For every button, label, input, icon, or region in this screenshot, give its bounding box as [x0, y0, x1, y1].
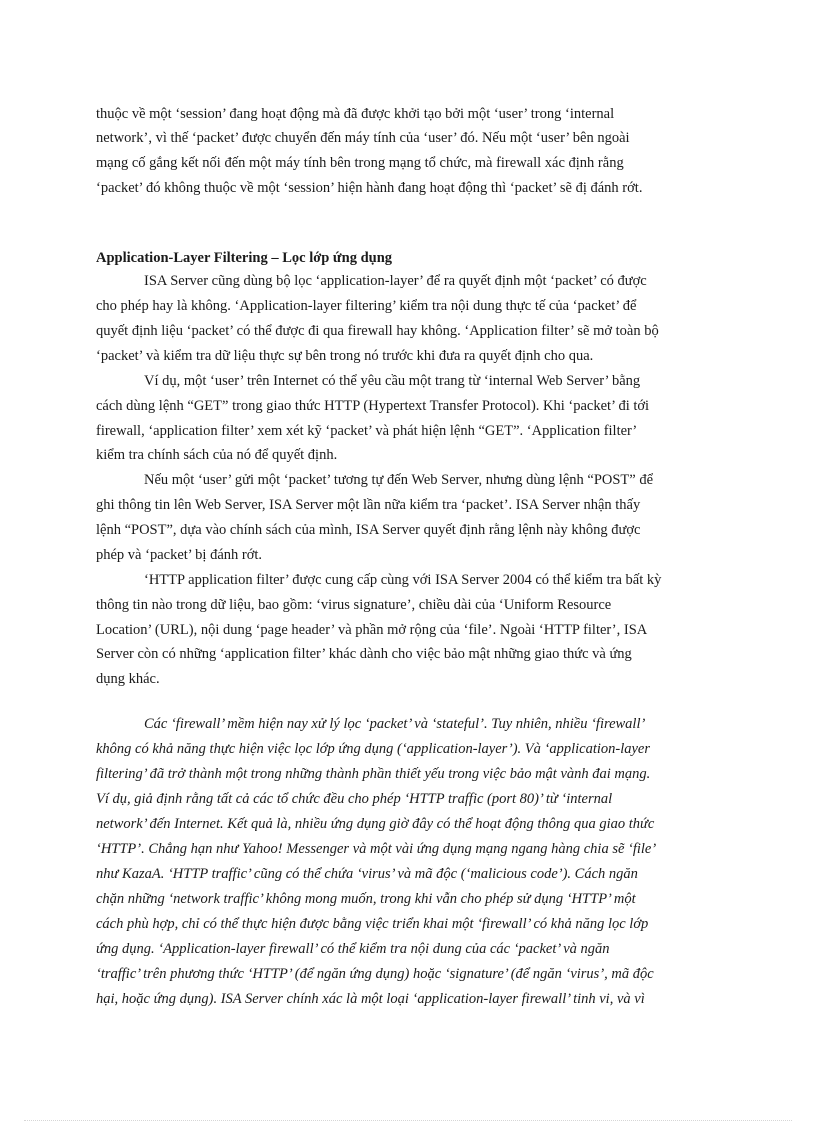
- italic-paragraph-line: ứng dụng. ‘Application-layer firewall’ có thể kiểm tra nội dung của các ‘packet’ và ngăn: [96, 941, 610, 957]
- paragraph-line: dụng khác.: [96, 671, 160, 687]
- italic-paragraph-line: như KazaA. ‘HTTP traffic’ cũng có thể chứa ‘virus’ và mã độc (‘malicious code’). Cách ngăn: [96, 866, 638, 882]
- paragraph-line: thông tin nào trong dữ liệu, bao gồm: ‘virus signature’, chiều dài của ‘Uniform Resource: [96, 597, 612, 613]
- paragraph-line: cho phép hay là không. ‘Application-layer filtering’ kiểm tra nội dung thực tế của ‘packet’ để: [96, 298, 637, 314]
- italic-paragraph-line: ‘traffic’ trên phương thức ‘HTTP’ (để ngăn ứng dụng) hoặc ‘signature’ (để ngăn ‘virus’, mã độc: [96, 966, 654, 982]
- paragraph-line: cách dùng lệnh “GET” trong giao thức HTTP (Hypertext Transfer Protocol). Khi ‘packet’ đi tới: [96, 398, 650, 414]
- paragraph-line: ‘packet’ đó không thuộc về một ‘session’ hiện hành đang hoạt động thì ‘packet’ sẽ đị đánh rớt.: [96, 180, 643, 196]
- italic-paragraph-line: filtering’ đã trở thành một trong những thành phần thiết yếu trong việc bảo mật vành đai mạng.: [96, 766, 651, 782]
- paragraph-line: Server còn có những ‘application filter’ khác dành cho việc bảo mật những giao thức và ứng: [96, 646, 632, 662]
- paragraph-line: ‘packet’ và kiểm tra dữ liệu thực sự bên trong nó trước khi đưa ra quyết định cho qua.: [96, 348, 594, 364]
- paragraph-line: Ví dụ, một ‘user’ trên Internet có thể yêu cầu một trang từ ‘internal Web Server’ bằng: [144, 373, 641, 389]
- paragraph-line: network’, vì thế ‘packet’ được chuyển đến máy tính của ‘user’ đó. Nếu một ‘user’ bên ngoài: [96, 130, 630, 146]
- paragraph-line: ‘HTTP application filter’ được cung cấp cùng với ISA Server 2004 có thể kiểm tra bất kỳ: [144, 572, 662, 588]
- italic-paragraph-line: Ví dụ, giả định rằng tất cả các tổ chức đều cho phép ‘HTTP traffic (port 80)’ từ ‘internal: [96, 791, 613, 807]
- page-bottom-divider: [24, 1120, 792, 1121]
- paragraph-line: phép và ‘packet’ bị đánh rớt.: [96, 547, 263, 563]
- paragraph-line: thuộc về một ‘session’ đang hoạt động mà đã được khởi tạo bởi một ‘user’ trong ‘internal: [96, 106, 615, 122]
- paragraph-line: ISA Server cũng dùng bộ lọc ‘application-layer’ để ra quyết định một ‘packet’ có được: [144, 273, 647, 289]
- italic-paragraph-line: ‘HTTP’. Chẳng hạn như Yahoo! Messenger và một vài ứng dụng mạng ngang hàng chia sẽ ‘file’: [96, 841, 657, 857]
- paragraph-line: mạng cố gắng kết nối đến một máy tính bên trong mạng tổ chức, mà firewall xác định rằng: [96, 155, 624, 171]
- section-heading: Application-Layer Filtering – Lọc lớp ứng dụng: [96, 250, 393, 266]
- paragraph-line: Location’ (URL), nội dung ‘page header’ và phần mở rộng của ‘file’. Ngoài ‘HTTP filter’, ISA: [96, 622, 648, 638]
- italic-paragraph-line: chặn những ‘network traffic’ không mong muốn, trong khi vẫn cho phép sử dụng ‘HTTP’ một: [96, 891, 636, 907]
- italic-paragraph-line: network’ đến Internet. Kết quả là, nhiều ứng dụng giờ đây có thể hoạt động thông qua giao thức: [96, 816, 655, 832]
- italic-paragraph-line: hại, hoặc ứng dụng). ISA Server chính xác là một loại ‘application-layer firewall’ tinh vi, và vì: [96, 991, 645, 1007]
- italic-paragraph-line: cách phù hợp, chỉ có thể thực hiện được bằng việc triển khai một ‘firewall’ có khả năng lọc lớp: [96, 916, 649, 932]
- paragraph-line: firewall, ‘application filter’ xem xét kỹ ‘packet’ và phát hiện lệnh “GET”. ‘Application filter’: [96, 423, 638, 439]
- paragraph-line: Nếu một ‘user’ gửi một ‘packet’ tương tự đến Web Server, nhưng dùng lệnh “POST” để: [144, 472, 654, 488]
- paragraph-line: ghi thông tin lên Web Server, ISA Server một lần nữa kiểm tra ‘packet’. ISA Server nhận thấy: [96, 497, 641, 513]
- italic-paragraph-line: không có khả năng thực hiện việc lọc lớp ứng dụng (‘application-layer’). Và ‘application-layer: [96, 741, 651, 757]
- paragraph-line: quyết định liệu ‘packet’ có thể được đi qua firewall hay không. ‘Application filter’ sẽ mở toàn bộ: [96, 323, 659, 339]
- paragraph-line: lệnh “POST”, dựa vào chính sách của mình, ISA Server quyết định rằng lệnh này không được: [96, 522, 641, 538]
- italic-paragraph-line: Các ‘firewall’ mềm hiện nay xử lý lọc ‘packet’ và ‘stateful’. Tuy nhiên, nhiều ‘firewall’: [144, 716, 646, 732]
- paragraph-line: kiểm tra chính sách của nó để quyết định.: [96, 447, 338, 463]
